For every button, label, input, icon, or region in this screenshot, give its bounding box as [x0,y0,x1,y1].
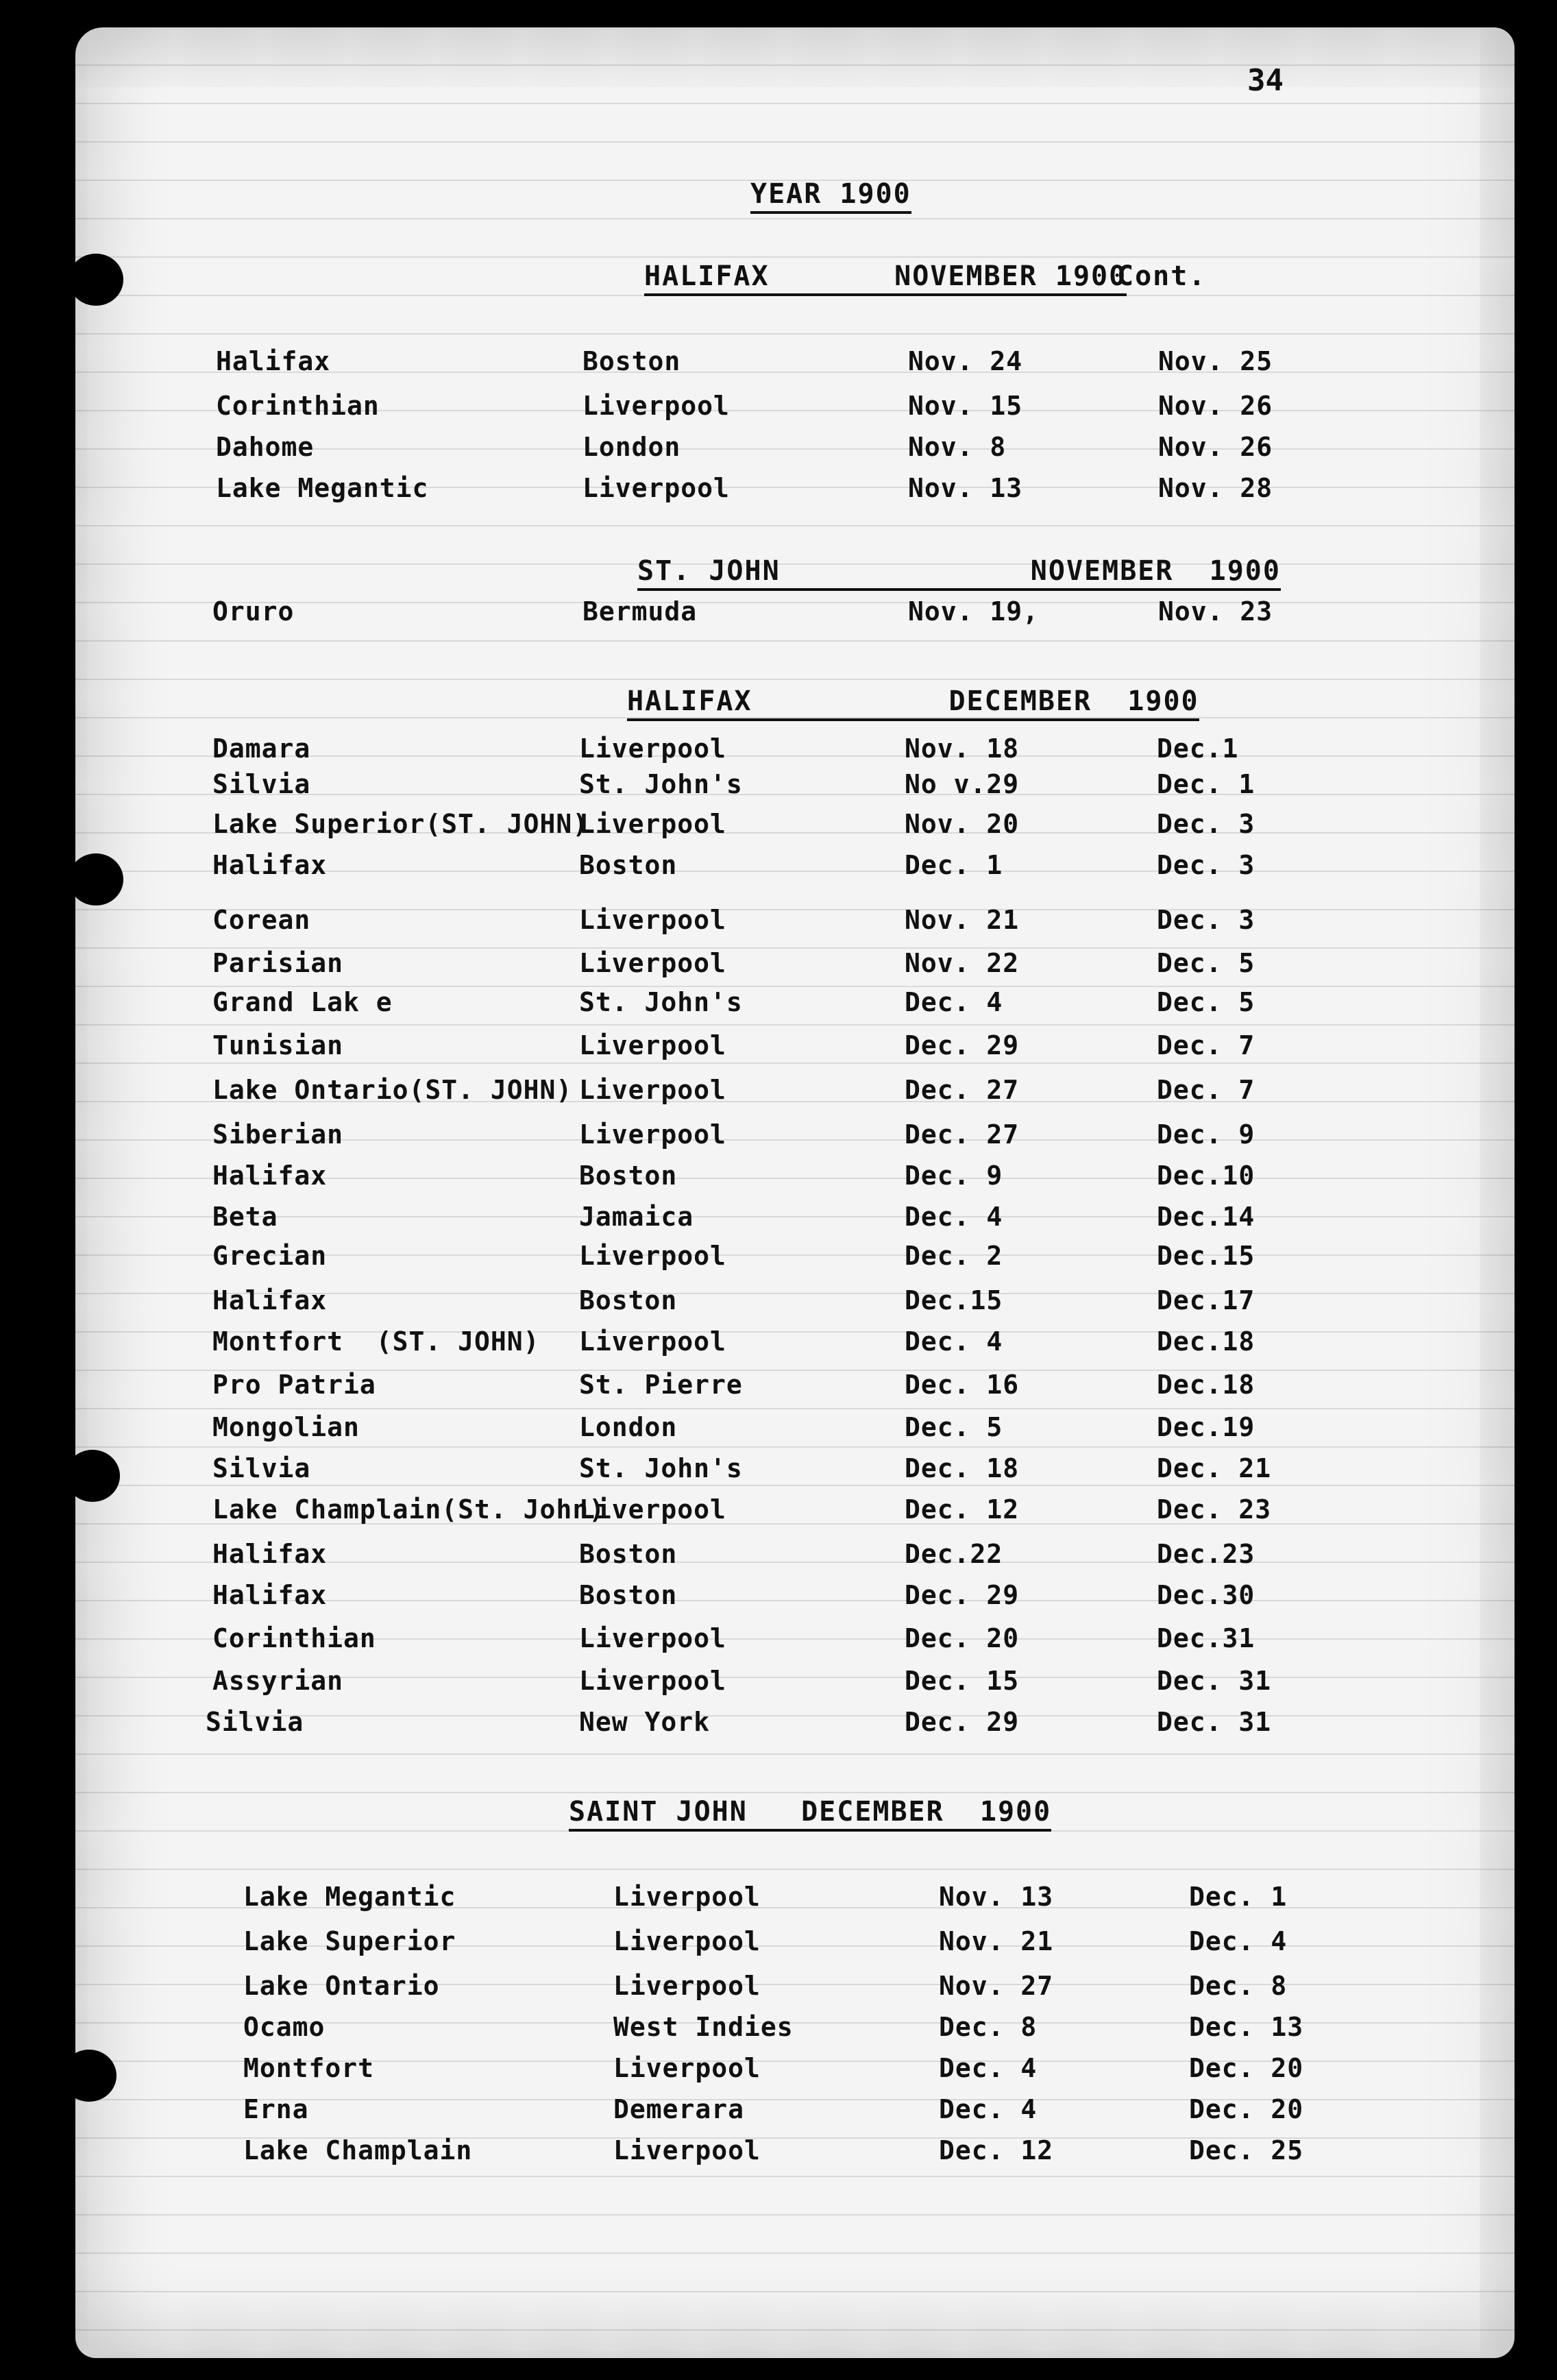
arrived-date: Dec. 7 [1157,1075,1255,1105]
sailed-date: Dec. 4 [939,2094,1038,2124]
arrived-date: Dec. 1 [1157,769,1255,799]
port: Liverpool [579,809,726,839]
vessel: Pro Patria [212,1370,376,1400]
arrived-date: Dec. 25 [1189,2135,1304,2165]
sailed-date: Dec. 16 [905,1370,1020,1400]
arrived-date: Dec. 31 [1157,1707,1272,1737]
sailed-date: Nov. 19, [908,596,1040,627]
vessel: Erna [243,2094,309,2124]
punch-hole [65,1450,120,1502]
arrived-date: Dec.18 [1157,1326,1255,1357]
punch-hole [62,2050,117,2102]
arrived-date: Dec. 7 [1157,1030,1255,1060]
sailed-date: Dec. 4 [905,1326,1003,1357]
port: London [579,1412,678,1442]
port: Boston [579,1580,678,1610]
vessel: Halifax [212,850,328,880]
continued-label: Cont. [1117,260,1207,292]
port: Boston [583,346,681,376]
sailed-date: Nov. 21 [939,1926,1054,1956]
arrived-date: Dec. 23 [1157,1494,1272,1525]
port: Boston [579,1285,678,1315]
arrived-date: Dec.19 [1157,1412,1255,1442]
arrived-date: Dec. 3 [1157,850,1255,880]
port: Boston [579,1539,678,1569]
arrived-date: Nov. 23 [1158,596,1273,627]
port: West Indies [613,2012,794,2042]
port: Liverpool [579,1119,726,1150]
sailed-date: Dec.22 [905,1539,1003,1569]
sailed-date: Dec. 18 [905,1453,1020,1483]
port: St. John's [579,987,743,1017]
vessel: Beta [212,1202,278,1232]
vessel: Halifax [212,1580,328,1610]
section-heading-halifax-november: HALIFAX NOVEMBER 1900 [644,260,1127,296]
section-heading-halifax-december: HALIFAX DECEMBER 1900 [627,685,1199,721]
arrived-date: Dec. 21 [1157,1453,1272,1483]
port: Demerara [613,2094,745,2124]
sailed-date: Nov. 20 [905,809,1020,839]
vessel: Tunisian [212,1030,344,1060]
port: Liverpool [579,733,726,764]
sailed-date: No v.29 [905,769,1020,799]
arrived-date: Dec.31 [1157,1623,1255,1653]
arrived-date: Nov. 26 [1158,432,1273,462]
arrived-date: Dec. 3 [1157,905,1255,935]
sailed-date: Nov. 22 [905,948,1020,978]
sailed-date: Nov. 27 [939,1971,1054,2001]
port: St. John's [579,1453,743,1483]
vessel: Oruro [212,596,295,627]
arrived-date: Dec. 31 [1157,1666,1272,1696]
vessel: Halifax [212,1285,328,1315]
port: Liverpool [613,1882,761,1912]
section-heading-saint-john-december: SAINT JOHN DECEMBER 1900 [569,1796,1051,1832]
arrived-date: Dec.14 [1157,1202,1255,1232]
arrived-date: Dec.10 [1157,1161,1255,1191]
sailed-date: Dec. 4 [905,1202,1003,1232]
arrived-date: Dec.30 [1157,1580,1255,1610]
port: Liverpool [579,1241,726,1271]
sailed-date: Nov. 15 [908,391,1023,421]
port: New York [579,1707,711,1737]
vessel: Corinthian [212,1623,376,1653]
sailed-date: Nov. 24 [908,346,1023,376]
page-number: 34 [1247,63,1284,98]
vessel: Montfort [243,2053,375,2083]
sailed-date: Dec. 9 [905,1161,1003,1191]
vessel: Ocamo [243,2012,326,2042]
vessel: Lake Champlain [243,2135,473,2165]
sailed-date: Dec. 4 [939,2053,1038,2083]
port: Liverpool [579,1623,726,1653]
vessel: Lake Ontario [243,1971,440,2001]
vessel: Mongolian [212,1412,360,1442]
vessel: Silvia [212,769,311,799]
port: Boston [579,850,678,880]
port: Liverpool [613,1971,761,2001]
sailed-date: Dec. 15 [905,1666,1020,1696]
arrived-date: Nov. 25 [1158,346,1273,376]
vessel: Lake Superior(ST. JOHN) [212,809,589,839]
port: London [583,432,681,462]
port: Bermuda [583,596,698,627]
vessel: Halifax [216,346,331,376]
sailed-date: Dec. 12 [905,1494,1020,1525]
port: Liverpool [579,948,726,978]
vessel: Corean [212,905,311,935]
sailed-date: Dec. 27 [905,1119,1020,1150]
port: Liverpool [579,1030,726,1060]
port: Liverpool [583,473,730,503]
vessel: Dahome [216,432,315,462]
sailed-date: Dec. 20 [905,1623,1020,1653]
sailed-date: Dec. 2 [905,1241,1003,1271]
arrived-date: Dec.1 [1157,733,1239,764]
arrived-date: Dec. 5 [1157,987,1255,1017]
arrived-date: Dec.18 [1157,1370,1255,1400]
arrived-date: Dec.23 [1157,1539,1255,1569]
vessel: Grecian [212,1241,328,1271]
section-heading-st-john-november: ST. JOHN NOVEMBER 1900 [637,555,1281,591]
port: Liverpool [579,1075,726,1105]
port: Liverpool [613,1926,761,1956]
sailed-date: Nov. 13 [939,1882,1054,1912]
port: Liverpool [579,1494,726,1525]
sailed-date: Dec. 27 [905,1075,1020,1105]
vessel: Damara [212,733,311,764]
port: Liverpool [579,1326,726,1357]
sailed-date: Dec. 29 [905,1030,1020,1060]
document-page [75,27,1515,2358]
sailed-date: Nov. 18 [905,733,1020,764]
vessel: Lake Megantic [216,473,429,503]
year-heading: YEAR 1900 [750,178,911,214]
port: St. John's [579,769,743,799]
arrived-date: Dec. 8 [1189,1971,1288,2001]
arrived-date: Nov. 26 [1158,391,1273,421]
port: Liverpool [583,391,730,421]
sailed-date: Dec. 29 [905,1580,1020,1610]
port: Liverpool [613,2053,761,2083]
arrived-date: Dec. 3 [1157,809,1255,839]
arrived-date: Dec. 13 [1189,2012,1304,2042]
sailed-date: Dec. 29 [905,1707,1020,1737]
vessel: Halifax [212,1161,328,1191]
sailed-date: Dec. 5 [905,1412,1003,1442]
arrived-date: Dec. 5 [1157,948,1255,978]
sailed-date: Nov. 13 [908,473,1023,503]
arrived-date: Dec. 9 [1157,1119,1255,1150]
vessel: Lake Superior [243,1926,456,1956]
arrived-date: Dec.17 [1157,1285,1255,1315]
vessel: Assyrian [212,1666,344,1696]
port: Liverpool [613,2135,761,2165]
punch-hole [69,853,123,906]
sailed-date: Dec. 1 [905,850,1003,880]
arrived-date: Dec. 20 [1189,2094,1304,2124]
vessel: Lake Champlain(St. John) [212,1494,606,1525]
port: Liverpool [579,905,726,935]
sailed-date: Nov. 21 [905,905,1020,935]
arrived-date: Dec. 1 [1189,1882,1288,1912]
vessel: Grand Lak e [212,987,393,1017]
vessel: Silvia [206,1707,304,1737]
vessel: Parisian [212,948,344,978]
vessel: Lake Megantic [243,1882,456,1912]
sailed-date: Dec.15 [905,1285,1003,1315]
port: Liverpool [579,1666,726,1696]
port: St. Pierre [579,1370,743,1400]
vessel: Halifax [212,1539,328,1569]
sailed-date: Dec. 12 [939,2135,1054,2165]
arrived-date: Dec.15 [1157,1241,1255,1271]
vessel: Montfort (ST. JOHN) [212,1326,540,1357]
arrived-date: Dec. 20 [1189,2053,1304,2083]
vessel: Lake Ontario(ST. JOHN) [212,1075,573,1105]
vessel: Siberian [212,1119,344,1150]
sailed-date: Dec. 4 [905,987,1003,1017]
port: Boston [579,1161,678,1191]
sailed-date: Nov. 8 [908,432,1007,462]
arrived-date: Nov. 28 [1158,473,1273,503]
vessel: Corinthian [216,391,380,421]
vessel: Silvia [212,1453,311,1483]
port: Jamaica [579,1202,694,1232]
arrived-date: Dec. 4 [1189,1926,1288,1956]
punch-hole [69,254,123,306]
sailed-date: Dec. 8 [939,2012,1038,2042]
